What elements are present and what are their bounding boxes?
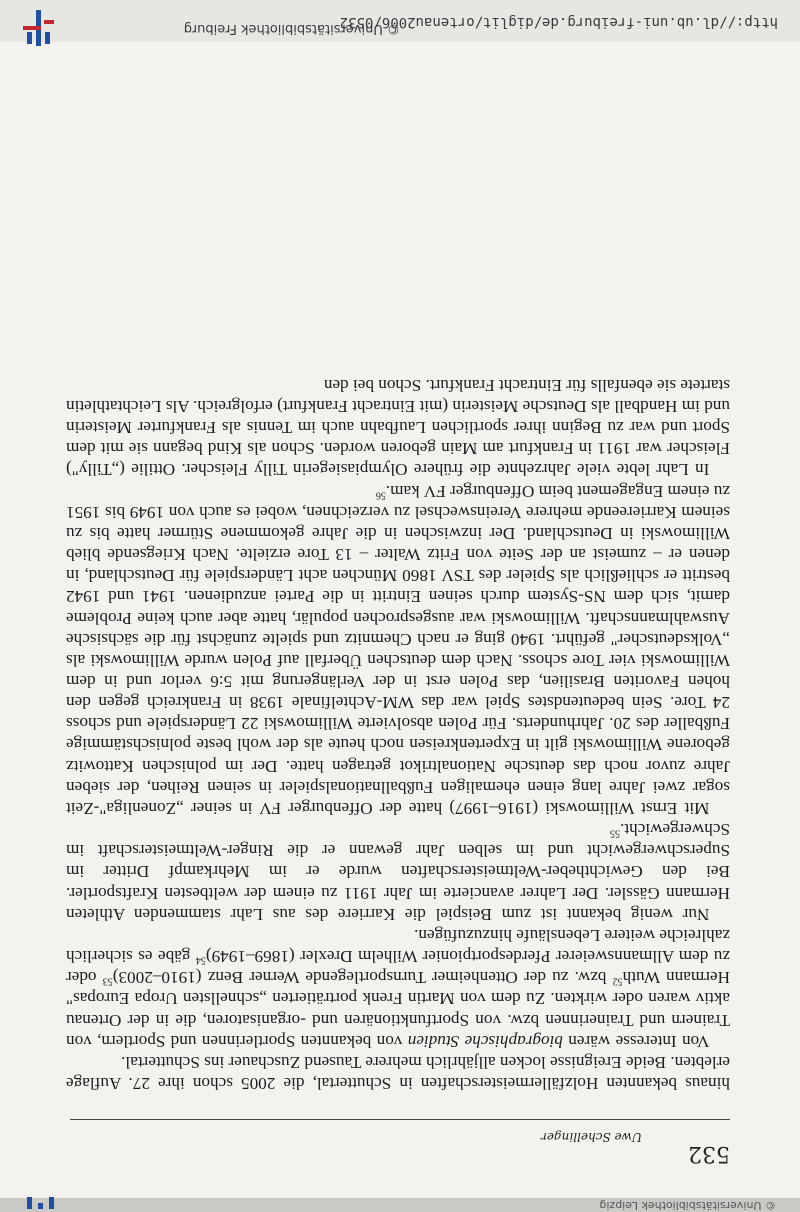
library-credit: © Universitätsbibliothek Leipzig: [599, 1199, 776, 1212]
top-strip: [0, 1198, 800, 1212]
text-run: Nur wenig bekannt ist zum Beispiel die Karriere des aus Lahr stammenden Athleten Hermann Gässler. Der Lahrer avancierte im Jahr 1911 zu einem der weltbesten Kraftsportler. Bei den Gewichtheber-Weltmeisterschaften wurde er im Mehrkampf Dritter im Superschwergewicht und im selben Jahr gewann er die Ringer-Weltmeisterschaft im Schwergewicht.: [66, 820, 730, 924]
footnote-ref: 53: [102, 975, 113, 987]
paragraph-4: [66, 480, 730, 819]
paragraph-3: [66, 819, 730, 925]
text-run: Mit Ernst Willimowski (1916–1997) hatte der Offenburger FV in seiner „Zonenliga"-Zeit sogar zwei Jahre lang einen ehemaligen Fußballnationalspieler in seinen Reihen, der sieben Jahre zuvor noch das deutsche Nationaltrikot getragen hatte. Der im polnischen Kattowitz geborene Willimowski gilt in Expertenkreisen noch heute als der wohl beste polnischstämmige Fußballer des 20. Jahrhunderts. Für Polen absolvierte Willimowski 22 Länderspiele und schoss 24 Tore. Sein bedeutendstes Spiel war das WM-Achtelfinale 1938 in Frankreich gegen den hohen Favoriten Brasilien, das Polen erst in der Verlängerung mit 5:6 verlor und in dem Willimowski vier Tore schoss. Nach dem deutschen Überfall auf Polen wurde Willimowski als „Volksdeutscher" geführt. 1940 ging er nach Chemnitz und spielte zunächst für die sächsische Auswahlmannschaft. Willimowski war ausgesprochen populär, hatte aber auch keine Probleme damit, sich dem NS-System durch seinen Eintritt in die Partei anzudienen. 1941 und 1942 bestritt er schließlich als Spieler des TSV 1860 München acht Länderspiele für Deutschland, in denen er – zumeist an der Seite von Fritz Walter – 13 Tore erzielte. Nach Kriegsende blieb Willimowski in Deutschland. Der inzwischen in die Jahre gekommene Stürmer hatte bis zu seinem Karriereende mehrere Vereinswechsel zu verzeichnen, wobei es auch von 1949 bis 1951 zu einem Engagement beim Offenburger FV kam.: [66, 481, 730, 818]
italic-run: biographische Studien: [407, 1031, 563, 1051]
footnote-ref: 55: [610, 827, 621, 839]
paragraph-5: In Lahr lebte viele Jahrzehnte die frühere Olympiasiegerin Tilly Fleischer. Ottilie („Tilly") Fleischer war 1911 in Frankfurt am Main geboren worden. Schon als Kind begann sie mit dem Sport und war zu Beginn ihrer sportlichen Laufbahn auch im Tennis als Frankfurter Meisterin und im Handball als Deutsche Meisterin (mit Eintracht Frankfurt) erfolgreich. Als Leichtathletin startete sie ebenfalls für Eintracht Frankfurt. Schon bei den: [66, 375, 730, 480]
running-head: Uwe Schellinger: [541, 1130, 642, 1144]
freiburg-logo-icon: [18, 4, 58, 48]
text-run: gäbe es sicherlich zahlreiche weitere Lebensläufe hinzuzufügen.: [65, 925, 730, 967]
paragraph-1: hinaus bekannten Holzfällermeisterschaften in Schuttertal, die 2005 schon ihre 27. Auflage erlebten. Beide Ereignisse locken alljährlich mehrere Tausend Zuschauer ins Schuttertal.: [66, 1052, 730, 1093]
text-run: oder zu dem Allmannsweierer Pferdesportpionier Wilhelm Drexler (1869–1949): [66, 947, 730, 988]
text-run: Von Interesse wären: [562, 1031, 710, 1051]
footnote-ref: 56: [375, 489, 386, 501]
paragraph-2: [66, 925, 730, 1052]
text-run: von bekannten Sportlerinnen und Sportlern, von Trainern und Trainerinnen bzw. von Sportfunktionären und -organisatoren, die in der Ortenau aktiv waren oder wirkten. Zu dem von Martin Frenk porträtierten „schnellsten Uropa Europas" Hermann Wuth: [66, 968, 730, 1051]
library-logo-icon: [22, 1191, 56, 1210]
copyright-note: © Universitätsbibliothek Freiburg: [183, 21, 400, 36]
body-text: [66, 375, 730, 1094]
text-run: bzw. zu der Ottenheimer Turnsportlegende Werner Benz (1910–2003): [112, 968, 613, 988]
footnote-ref: 52: [612, 975, 623, 987]
bottom-strip: [0, 0, 800, 42]
page-header: [70, 1119, 730, 1168]
page-number: 532: [688, 1141, 730, 1166]
footnote-ref: 54: [195, 954, 206, 966]
source-url[interactable]: http://dl.ub.uni-freiburg.de/diglit/ortenau2006/0532: [339, 14, 778, 30]
